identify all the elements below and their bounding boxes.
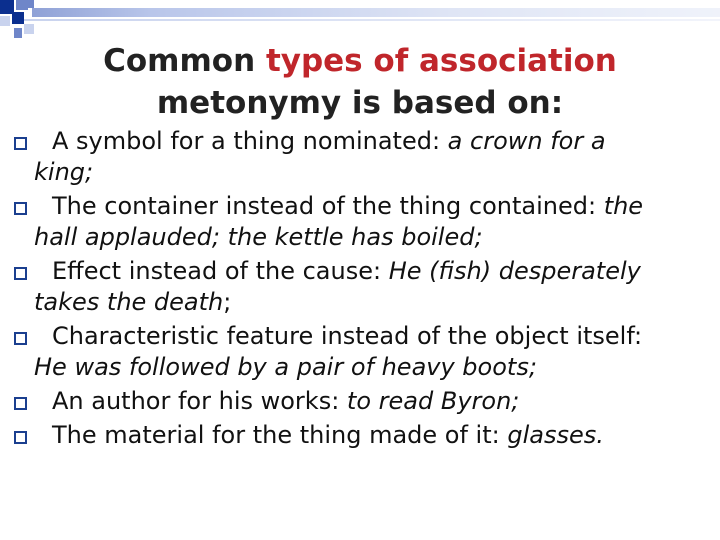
- bullet-text: [14, 321, 714, 383]
- deco-square: [24, 24, 34, 34]
- deco-square: [14, 28, 22, 38]
- bullet-example: glasses.: [507, 421, 604, 449]
- deco-square: [12, 12, 24, 24]
- title-part-1: Common: [103, 43, 266, 79]
- checkbox-bullet-icon: [14, 202, 27, 215]
- bullet-continuation: [34, 157, 714, 188]
- title-accent: types of association: [265, 43, 617, 79]
- bullet-example: He (fish) desperately: [388, 257, 641, 285]
- bullet-example-cont: takes the death: [34, 288, 224, 316]
- list-item: [14, 256, 714, 318]
- list-item: [14, 386, 714, 417]
- bullet-text: [14, 191, 714, 253]
- list-item: [14, 321, 714, 383]
- bullet-example: the: [603, 192, 644, 220]
- bullet-example: a crown for a: [447, 127, 606, 155]
- checkbox-bullet-icon: [14, 431, 27, 444]
- checkbox-bullet-icon: [14, 397, 27, 410]
- title-line-1: [0, 40, 720, 82]
- title-line-2: metonymy is based on:: [156, 85, 564, 121]
- bullet-example: to read Byron;: [346, 387, 520, 415]
- bullet-example-cont: hall applauded; the kettle has boiled;: [34, 223, 483, 251]
- bullet-plain-text: A symbol for a thing nominated:: [52, 127, 448, 155]
- checkbox-bullet-icon: [14, 137, 27, 150]
- bullet-continuation: [34, 287, 714, 318]
- list-item: [14, 126, 714, 188]
- decorative-squares: [0, 0, 80, 44]
- bullet-continuation: [34, 222, 714, 253]
- bullet-plain-text: The container instead of the thing contained:: [52, 192, 604, 220]
- bullet-plain-text: The material for the thing made of it:: [52, 421, 508, 449]
- checkbox-bullet-icon: [14, 332, 27, 345]
- list-item: [14, 191, 714, 253]
- bullet-cont-plain: ;: [223, 288, 232, 316]
- bullet-continuation: [34, 352, 714, 383]
- deco-square: [0, 16, 10, 26]
- bullet-plain-text: An author for his works:: [52, 387, 347, 415]
- bullet-list: [14, 126, 714, 454]
- list-item: [14, 420, 714, 451]
- deco-square: [26, 0, 34, 8]
- bullet-text: [14, 420, 714, 451]
- bullet-text: [14, 126, 714, 188]
- slide-title: [0, 40, 720, 124]
- bullet-example-cont: king;: [34, 158, 94, 186]
- bullet-example-cont: He was followed by a pair of heavy boots;: [34, 353, 537, 381]
- bullet-text: [14, 256, 714, 318]
- checkbox-bullet-icon: [14, 267, 27, 280]
- bullet-plain-text: Effect instead of the cause:: [52, 257, 389, 285]
- header-bar: [32, 8, 720, 17]
- bullet-text: [14, 386, 714, 417]
- bullet-plain-text: Characteristic feature instead of the object itself:: [52, 322, 643, 350]
- header-rule: [24, 19, 720, 21]
